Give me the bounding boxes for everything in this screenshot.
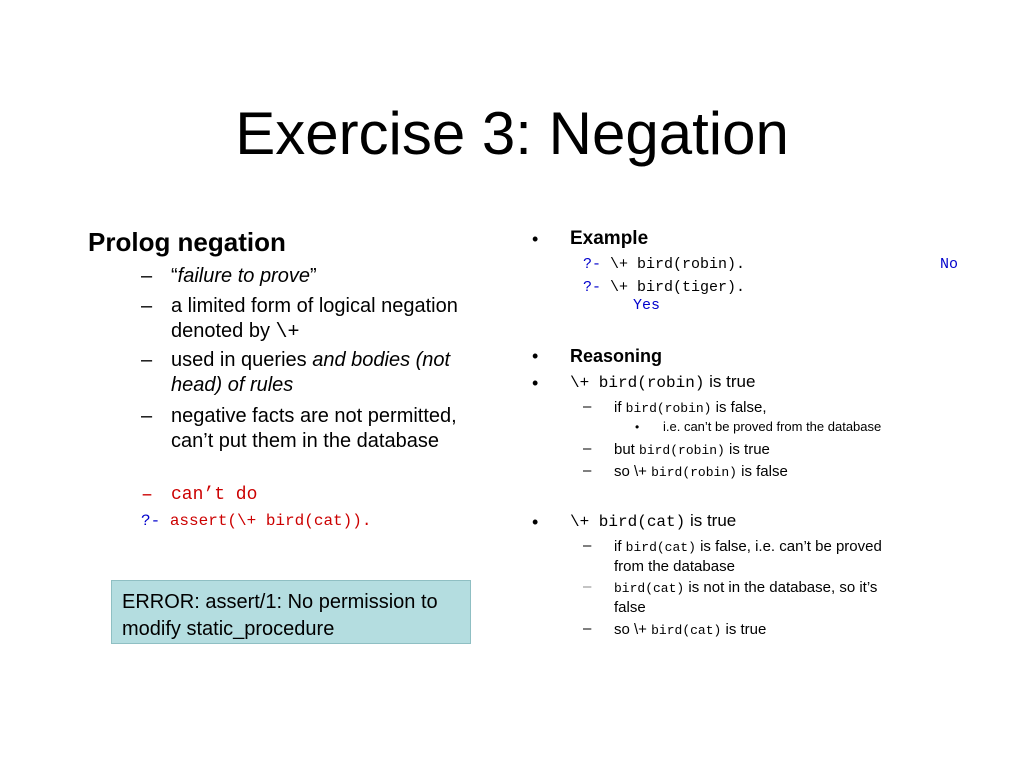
reasoning-cat-claim: \+ bird(cat) is true (570, 511, 737, 531)
list-item-cant-do: can’t do (171, 485, 258, 505)
dash-bullet: – (583, 578, 592, 595)
bullet: • (532, 373, 539, 393)
example-answer-no: No (940, 256, 959, 273)
reasoning-robin-if: if bird(robin) is false, (614, 399, 767, 416)
error-message-box: ERROR: assert/1: No permission to modify static_procedure (111, 580, 471, 644)
bullet: • (532, 346, 539, 366)
assert-query: ?- assert(\+ bird(cat)). (141, 512, 372, 530)
example-query-tiger: ?- \+ bird(tiger). (583, 279, 746, 296)
slide-title: Exercise 3: Negation (235, 100, 789, 167)
reasoning-robin-so: so \+ bird(robin) is false (614, 463, 788, 480)
dash-bullet: – (583, 398, 592, 415)
dash-bullet: – (141, 484, 154, 507)
bullet: • (635, 420, 640, 434)
list-item-failure-to-prove: “failure to prove” (171, 265, 317, 287)
prolog-negation-heading: Prolog negation (88, 227, 286, 257)
reasoning-robin-claim: \+ bird(robin) is true (570, 372, 756, 392)
dash-bullet: – (583, 537, 592, 554)
bullet: • (532, 512, 539, 532)
list-item-negative-facts: negative facts are not permitted, can’t put them in the database (171, 405, 457, 452)
dash-bullet: – (583, 620, 592, 637)
reasoning-robin-sub: i.e. can’t be proved from the database (663, 419, 882, 434)
reasoning-heading: Reasoning (570, 346, 663, 366)
reasoning-cat-if: if bird(cat) is false, i.e. can’t be proved from the database (614, 538, 882, 575)
reasoning-robin-but: but bird(robin) is true (614, 441, 770, 458)
dash-bullet: – (583, 440, 592, 457)
dash-bullet: – (141, 405, 153, 427)
dash-bullet: – (141, 295, 153, 317)
dash-bullet: – (583, 462, 592, 479)
example-answer-yes: Yes (633, 297, 661, 314)
dash-bullet: – (141, 265, 153, 287)
reasoning-cat-not-in-db: bird(cat) is not in the database, so it’s false (614, 579, 878, 616)
reasoning-cat-so: so \+ bird(cat) is true (614, 621, 767, 638)
list-item-used-in-queries: used in queries and bodies (not head) of rules (171, 349, 451, 396)
example-heading: Example (570, 228, 649, 249)
dash-bullet: – (141, 349, 153, 371)
list-item-limited-form: a limited form of logical negation denoted by \+ (171, 295, 458, 344)
bullet: • (532, 229, 539, 249)
example-query-robin: ?- \+ bird(robin). (583, 256, 746, 273)
